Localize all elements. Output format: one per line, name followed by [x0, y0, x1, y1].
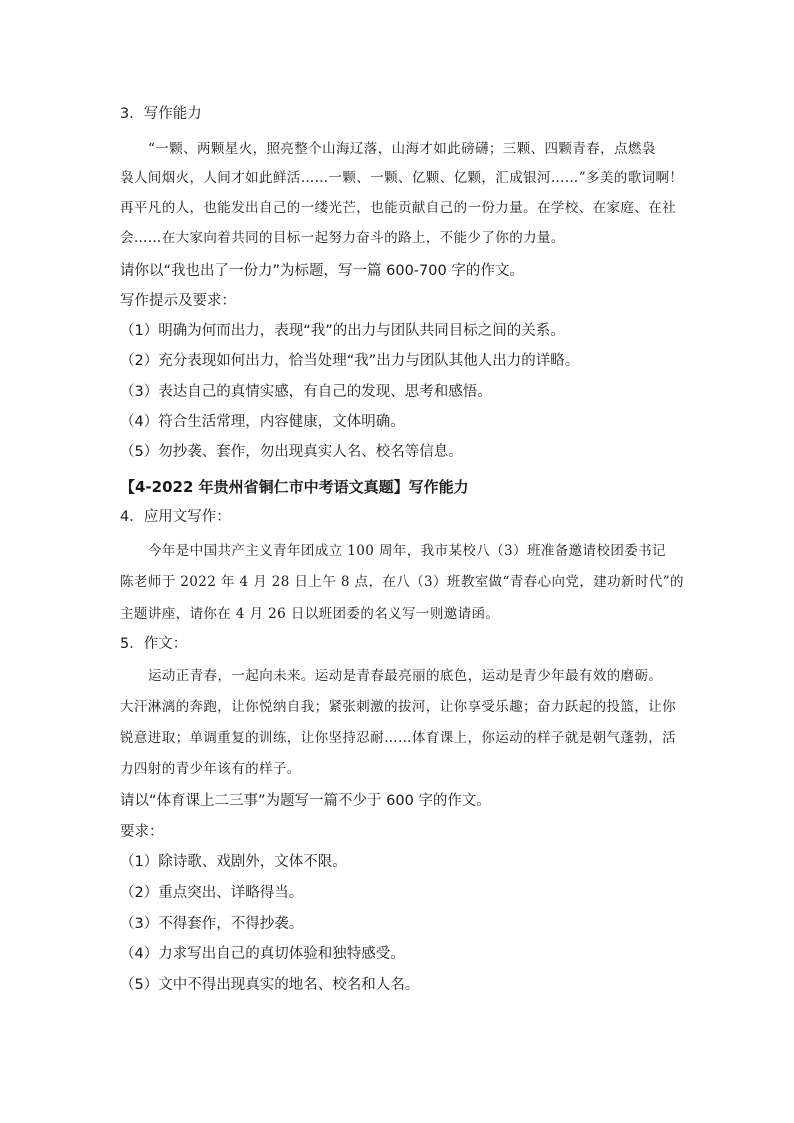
- section4-heading: 4．应用文写作：: [120, 509, 231, 525]
- section5-task: 请以“体育课上二三事”为题写一篇不少于 600 字的作文。: [120, 793, 491, 809]
- section5-requirement-2: （2）重点突出、详略得当。: [120, 885, 304, 901]
- section3-material-line-4: 会……在大家向着共同的目标一起努力奋斗的路上，不能少了你的力量。: [120, 230, 565, 246]
- section4-material-line-3: 主题讲座，请你在 4 月 26 日以班团委的名义写一则邀请函。: [120, 606, 500, 622]
- section3-material-line-2: 袅人间烟火，人间才如此鲜活……一颗、一颗、亿颗、亿颗，汇成银河……”多美的歌词啊！: [120, 170, 684, 186]
- section3-requirements-label: 写作提示及要求：: [120, 293, 236, 309]
- section5-material-line-2: 大汗淋漓的奔跑，让你悦纳自我；紧张刺激的拔河，让你享受乐趣；奋力跃起的投篮，让你: [120, 699, 676, 715]
- section5-requirement-1: （1）除诗歌、戏剧外，文体不限。: [120, 854, 347, 870]
- section5-requirement-4: （4）力求写出自己的真切体验和独特感受。: [120, 946, 405, 962]
- section5-material-line-4: 力四射的青少年该有的样子。: [120, 761, 301, 777]
- section3-requirement-4: （4）符合生活常理，内容健康，文体明确。: [120, 414, 405, 430]
- section3-heading: 3．写作能力: [120, 106, 202, 122]
- section3-requirement-1: （1）明确为何而出力，表现“我”的出力与团队共同目标之间的关系。: [120, 323, 565, 339]
- section5-heading: 5．作文：: [120, 636, 188, 652]
- section3-requirement-3: （3）表达自己的真情实感，有自己的发现、思考和感悟。: [120, 384, 492, 400]
- section5-requirement-3: （3）不得套作，不得抄袭。: [120, 916, 304, 932]
- section4-material-line-1: 今年是中国共产主义青年团成立 100 周年，我市某校八（3）班准备邀请校团委书记: [148, 543, 666, 559]
- section3-requirement-2: （2）充分表现如何出力，恰当处理“我”出力与团队其他人出力的详略。: [120, 353, 580, 369]
- section5-material-line-1: 运动正青春，一起向未来。运动是青春最亮丽的底色，运动是青少年最有效的磨砺。: [148, 668, 663, 684]
- section4-material-line-2: 陈老师于 2022 年 4 月 28 日上午 8 点，在八（3）班教室做“青春心向党，建功新时代”的: [120, 574, 684, 590]
- section5-material-line-3: 锐意进取；单调重复的训练，让你坚持忍耐……体育课上，你运动的样子就是朝气蓬勃，活: [120, 730, 676, 746]
- section3-requirement-5: （5）勿抄袭、套作，勿出现真实人名、校名等信息。: [120, 444, 463, 460]
- section3-material-line-1: “一颗、两颗星火，照亮整个山海辽落，山海才如此磅礴；三颗、四颗青春，点燃袅: [148, 141, 656, 157]
- exam-title: 【4-2022 年贵州省铜仁市中考语文真题】写作能力: [120, 478, 469, 496]
- section3-task: 请你以“我也出了一份力”为标题，写一篇 600-700 字的作文。: [120, 263, 524, 279]
- section5-requirement-5: （5）文中不得出现真实的地名、校名和人名。: [120, 977, 420, 993]
- section3-material-line-3: 再平凡的人，也能发出自己的一缕光芒，也能贡献自己的一份力量。在学校、在家庭、在社: [120, 200, 676, 216]
- section5-requirements-label: 要求：: [120, 824, 164, 840]
